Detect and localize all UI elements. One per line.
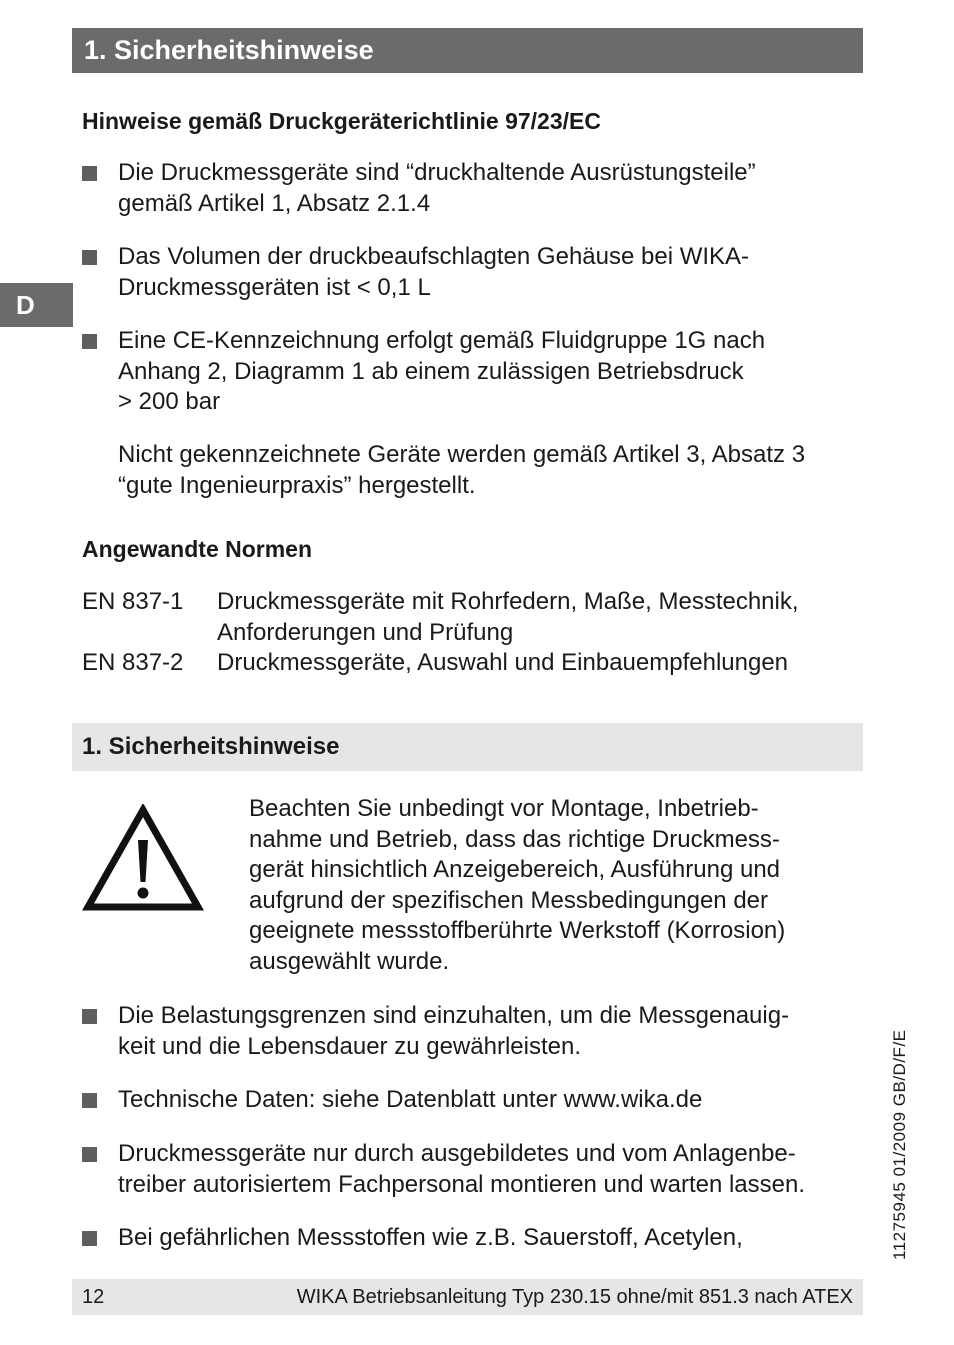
list-item [82,1001,872,1062]
text-line: gerät hinsichtlich Anzeigebereich, Ausführung und [249,856,781,883]
norms-heading: Angewandte Normen [82,536,313,562]
text-line: aufgrund der spezifischen Messbedingungen der [249,886,769,914]
list-item-text [118,1001,872,1062]
list-item-text [118,158,872,219]
text-line: Druckmessgeräten ist < 0,1 L [118,273,431,301]
safety-section-title: 1. Sicherheitshinweise [72,723,863,771]
list-item [82,158,872,219]
text-line: Anhang 2, Diagramm 1 ab einem zulässigen Betriebsdruck [118,357,744,385]
text-line: Die Belastungsgrenzen sind einzuhalten, um die Messgenauig- [118,1002,790,1029]
page-number: 12 [82,1285,105,1308]
list-item-text [118,242,872,303]
text-line: geeignete messstoffberührte Werkstoff (Korrosion) [249,917,786,944]
page-header-title: 1. Sicherheitshinweise [72,28,863,73]
bullet-square-icon [82,250,97,265]
text-line: Das Volumen der druckbeaufschlagten Gehäuse bei WIKA- [118,243,750,270]
bullet-square-icon [82,1231,97,1246]
bullet-square-icon [82,166,97,181]
list-item [82,326,872,418]
text-line: keit und die Lebensdauer zu gewährleisten. [118,1032,581,1060]
text-line: Technische Daten: siehe Datenblatt unter www.wika.de [118,1086,703,1113]
list-item [82,1139,872,1200]
norm-description [217,587,872,648]
list-item-text [118,1085,872,1116]
warning-triangle-icon [82,804,204,912]
list-item [82,1085,872,1116]
text-line: ausgewählt wurde. [249,947,450,975]
pressure-note [118,440,878,501]
footer-title: WIKA Betriebsanleitung Typ 230.15 ohne/mit 851.3 nach ATEX [296,1285,853,1308]
list-item [82,1223,872,1254]
list-item-text [118,1223,872,1254]
text-line: gemäß Artikel 1, Absatz 2.1.4 [118,189,431,217]
norm-code: EN 837-1 [82,588,184,615]
norm-description [217,648,872,679]
warning-text [249,794,869,977]
text-line: treiber autorisiertem Fachpersonal montieren und warten lassen. [118,1170,806,1198]
text-line: Beachten Sie unbedingt vor Montage, Inbetrieb- [249,795,759,822]
text-line: > 200 bar [118,388,221,415]
page-footer [72,1279,863,1315]
bullet-square-icon [82,1093,97,1108]
norm-row [82,587,872,648]
bullet-square-icon [82,334,97,349]
bullet-square-icon [82,1147,97,1162]
bullet-square-icon [82,1009,97,1024]
list-item-text [118,326,872,418]
document-code-vertical: 11275945 01/2009 GB/D/F/E [890,1029,909,1260]
pressure-directive-heading: Hinweise gemäß Druckgeräterichtlinie 97/23/EC [82,108,601,134]
norm-row [82,648,872,679]
text-line: Die Druckmessgeräte sind “druckhaltende Ausrüstungsteile” [118,159,756,186]
text-line: Druckmessgeräte mit Rohrfedern, Maße, Messtechnik, [217,588,799,615]
text-line: Eine CE-Kennzeichnung erfolgt gemäß Fluidgruppe 1G nach [118,327,766,354]
text-line: nahme und Betrieb, dass das richtige Druckmess- [249,825,780,853]
language-tab: D [0,283,73,327]
norm-code: EN 837-2 [82,649,184,676]
text-line: Druckmessgeräte, Auswahl und Einbauempfehlungen [217,649,789,676]
text-line: Anforderungen und Prüfung [217,618,514,646]
text-line: Nicht gekennzeichnete Geräte werden gemäß Artikel 3, Absatz 3 [118,441,806,468]
list-item [82,242,872,303]
text-line: Bei gefährlichen Messstoffen wie z.B. Sauerstoff, Acetylen, [118,1224,743,1251]
list-item-text [118,1139,872,1200]
text-line: Druckmessgeräte nur durch ausgebildetes und vom Anlagenbe- [118,1140,796,1167]
text-line: “gute Ingenieurpraxis” hergestellt. [118,471,476,499]
